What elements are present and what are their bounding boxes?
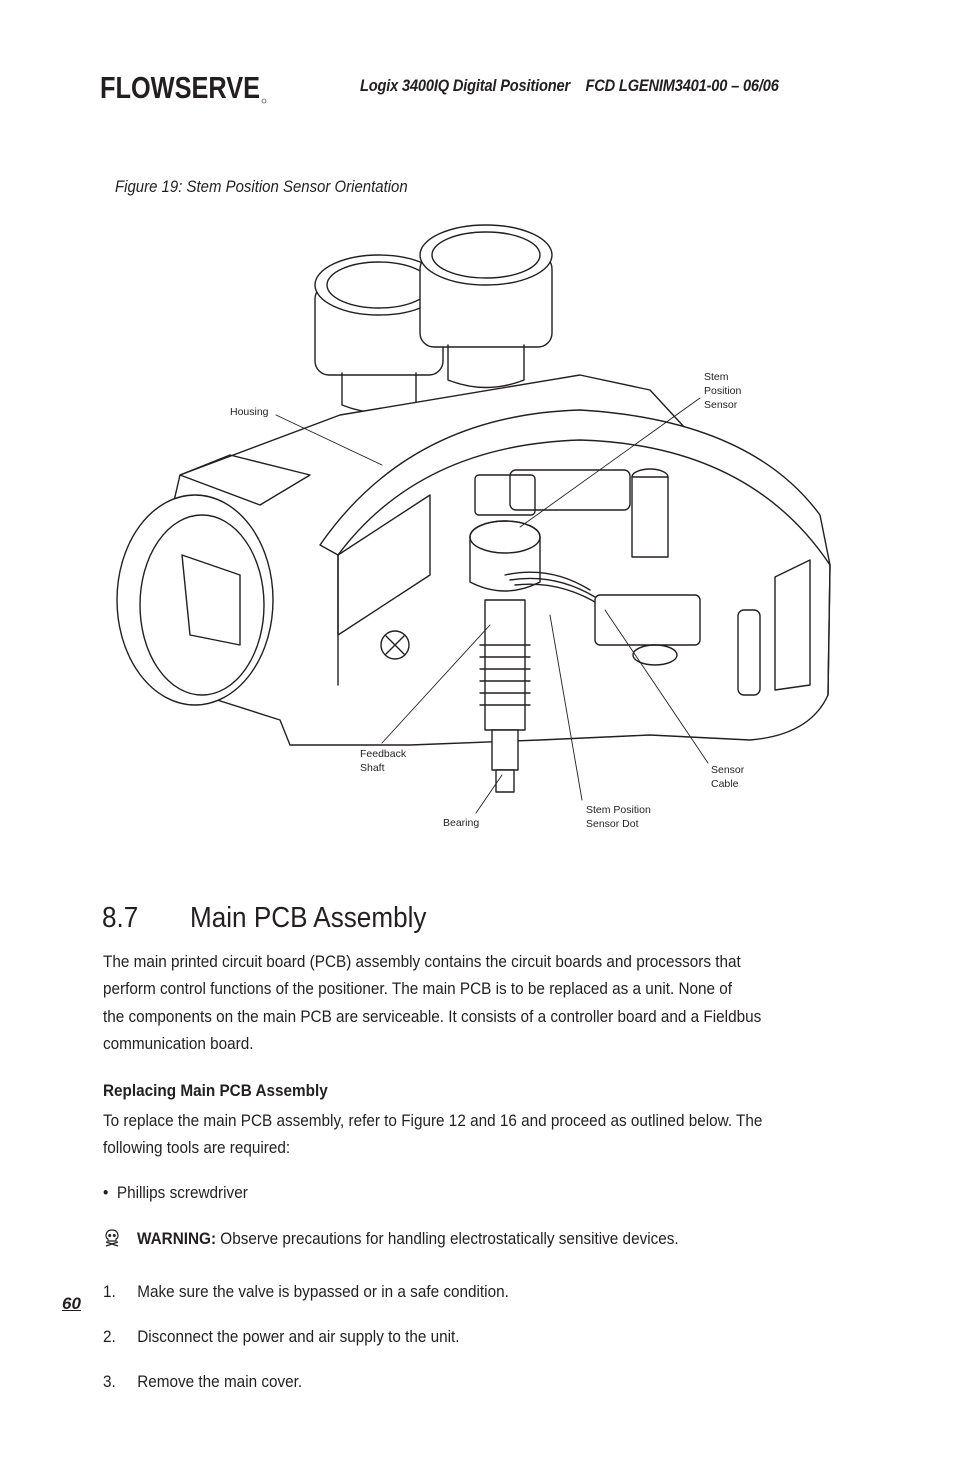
section-number: 8.7 — [102, 902, 139, 934]
section-intro-paragraph: The main printed circuit board (PCB) assembly contains the circuit boards and processors that perform control functions of the positioner. The main PCB is to be replaced as a unit. None of the components on the main PCB are serviceable. It consists of a controller board and a Fieldbus communication board. — [103, 952, 762, 1053]
label-sensor-cable: Sensor Cable — [711, 764, 745, 790]
bullet-dot: • — [103, 1183, 109, 1202]
skull-warning-icon — [104, 1229, 120, 1247]
svg-text:FLOWSERVE: FLOWSERVE — [100, 70, 260, 105]
document-header-title: Logix 3400IQ Digital Positioner FCD LGENIM3401-00 – 06/06 — [360, 76, 779, 95]
label-feedback-shaft: Feedback Shaft — [360, 748, 407, 774]
stem-position-sensor-diagram — [110, 215, 850, 840]
stem-position-sensor — [470, 521, 540, 591]
tool-bullet-item: • Phillips screwdriver — [103, 1183, 248, 1202]
feedback-shaft — [480, 600, 530, 792]
step-item: 3. Remove the main cover. — [103, 1372, 303, 1391]
section-title: Main PCB Assembly — [190, 902, 427, 934]
label-stem-position-sensor-dot: Stem Position Sensor Dot — [586, 804, 651, 830]
label-stem-position-sensor: Stem Position Sensor — [704, 371, 742, 411]
flowserve-logo — [100, 70, 268, 104]
label-housing: Housing — [230, 406, 269, 418]
label-bearing: Bearing — [443, 817, 480, 829]
step-item: 1. Make sure the valve is bypassed or in a safe condition. — [103, 1282, 509, 1301]
figure-caption: Figure 19: Stem Position Sensor Orientation — [115, 177, 408, 196]
procedure-intro-paragraph: To replace the main PCB assembly, refer to Figure 12 and 16 and proceed as outlined below. The following tools are required: — [103, 1111, 763, 1158]
page-number: 60 — [62, 1294, 81, 1313]
subsection-heading: Replacing Main PCB Assembly — [103, 1081, 328, 1100]
step-item: 2. Disconnect the power and air supply to the unit. — [103, 1327, 460, 1346]
warning-message: WARNING: Observe precautions for handling electrostatically sensitive devices. — [137, 1229, 679, 1248]
